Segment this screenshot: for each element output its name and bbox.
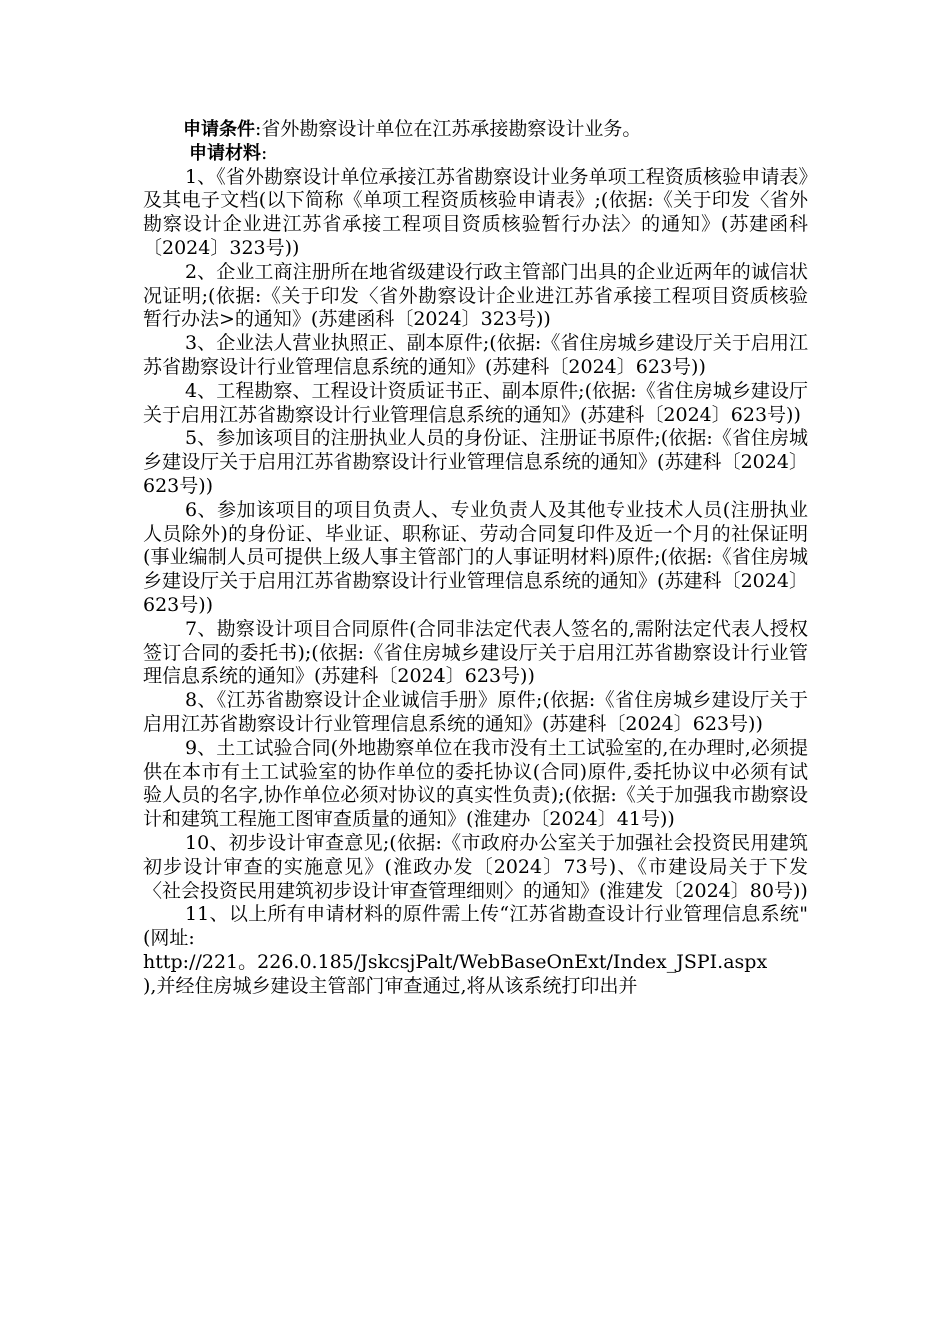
system-url: http://221。226.0.185/JskcsjPalt/WebBaseOnExt/Index_JSPI.aspx [143, 950, 768, 973]
document-page [143, 118, 808, 998]
material-item-11-text: 11、以上所有申请材料的原件需上传“江苏省勘查设计行业管理信息系统"(网址: [143, 903, 808, 950]
material-item-9: 9、土工试验合同(外地勘察单位在我市没有土工试验室的,在办理时,必须提供在本市有土工试验室的协作单位的委托协议(合同)原件,委托协议中必须有试验人员的名字,协作单位必须对协议的真实性负责);(依据:《关于加强我市勘察设计和建筑工程施工图审查质量的通知》(淮建办〔2024〕41号)) [143, 736, 808, 831]
material-item-6: 6、参加该项目的项目负责人、专业负责人及其他专业技术人员(注册执业人员除外)的身份证、毕业证、职称证、劳动合同复印件及近一个月的社保证明(事业编制人员可提供上级人事主管部门的人事证明材料)原件;(依据:《省住房城乡建设厅关于启用江苏省勘察设计行业管理信息系统的通知》(苏建科〔2024〕623号)) [143, 498, 808, 616]
material-item-1: 1、《省外勘察设计单位承接江苏省勘察设计业务单项工程资质核验申请表》及其电子文档(以下简称《单项工程资质核验申请表》;(依据:《关于印发〈省外勘察设计企业进江苏省承接工程项目资质核验暂行办法〉的通知》(苏建函科〔2024〕323号)) [143, 165, 808, 259]
application-conditions [143, 118, 808, 142]
material-item-11 [143, 903, 808, 998]
conditions-label: 申请条件 [183, 119, 255, 140]
material-item-11-tail: ),并经住房城乡建设主管部门审查通过,将从该系统打印出并 [143, 974, 638, 997]
material-item-10: 10、初步设计审查意见;(依据:《市政府办公室关于加强社会投资民用建筑初步设计审查的实施意见》(淮政办发〔2024〕73号)、《市建设局关于下发〈社会投资民用建筑初步设计审查管理细则〉的通知》(淮建发〔2024〕80号)) [143, 831, 808, 902]
material-item-7: 7、勘察设计项目合同原件(合同非法定代表人签名的,需附法定代表人授权签订合同的委托书);(依据:《省住房城乡建设厅关于启用江苏省勘察设计行业管理信息系统的通知》(苏建科〔2024〕623号)) [143, 617, 808, 688]
application-materials-heading [143, 142, 808, 166]
materials-colon: : [261, 141, 268, 164]
material-item-8: 8、《江苏省勘察设计企业诚信手册》原件;(依据:《省住房城乡建设厅关于启用江苏省勘察设计行业管理信息系统的通知》(苏建科〔2024〕623号)) [143, 689, 808, 735]
materials-label: 申请材料 [189, 142, 261, 164]
material-item-5: 5、参加该项目的注册执业人员的身份证、注册证书原件;(依据:《省住房城乡建设厅关于启用江苏省勘察设计行业管理信息系统的通知》(苏建科〔2024〕623号)) [143, 427, 808, 497]
material-item-2: 2、企业工商注册所在地省级建设行政主管部门出具的企业近两年的诚信状况证明;(依据:《关于印发〈省外勘察设计企业进江苏省承接工程项目资质核验暂行办法>的通知》(苏建函科〔2024〕323号)) [143, 260, 808, 331]
material-item-4: 4、工程勘察、工程设计资质证书正、副本原件;(依据:《省住房城乡建设厅关于启用江苏省勘察设计行业管理信息系统的通知》(苏建科〔2024〕623号)) [143, 379, 808, 426]
material-item-3: 3、企业法人营业执照正、副本原件;(依据:《省住房城乡建设厅关于启用江苏省勘察设计行业管理信息系统的通知》(苏建科〔2024〕623号)) [143, 332, 808, 378]
conditions-text: :省外勘察设计单位在江苏承接勘察设计业务。 [255, 118, 642, 140]
